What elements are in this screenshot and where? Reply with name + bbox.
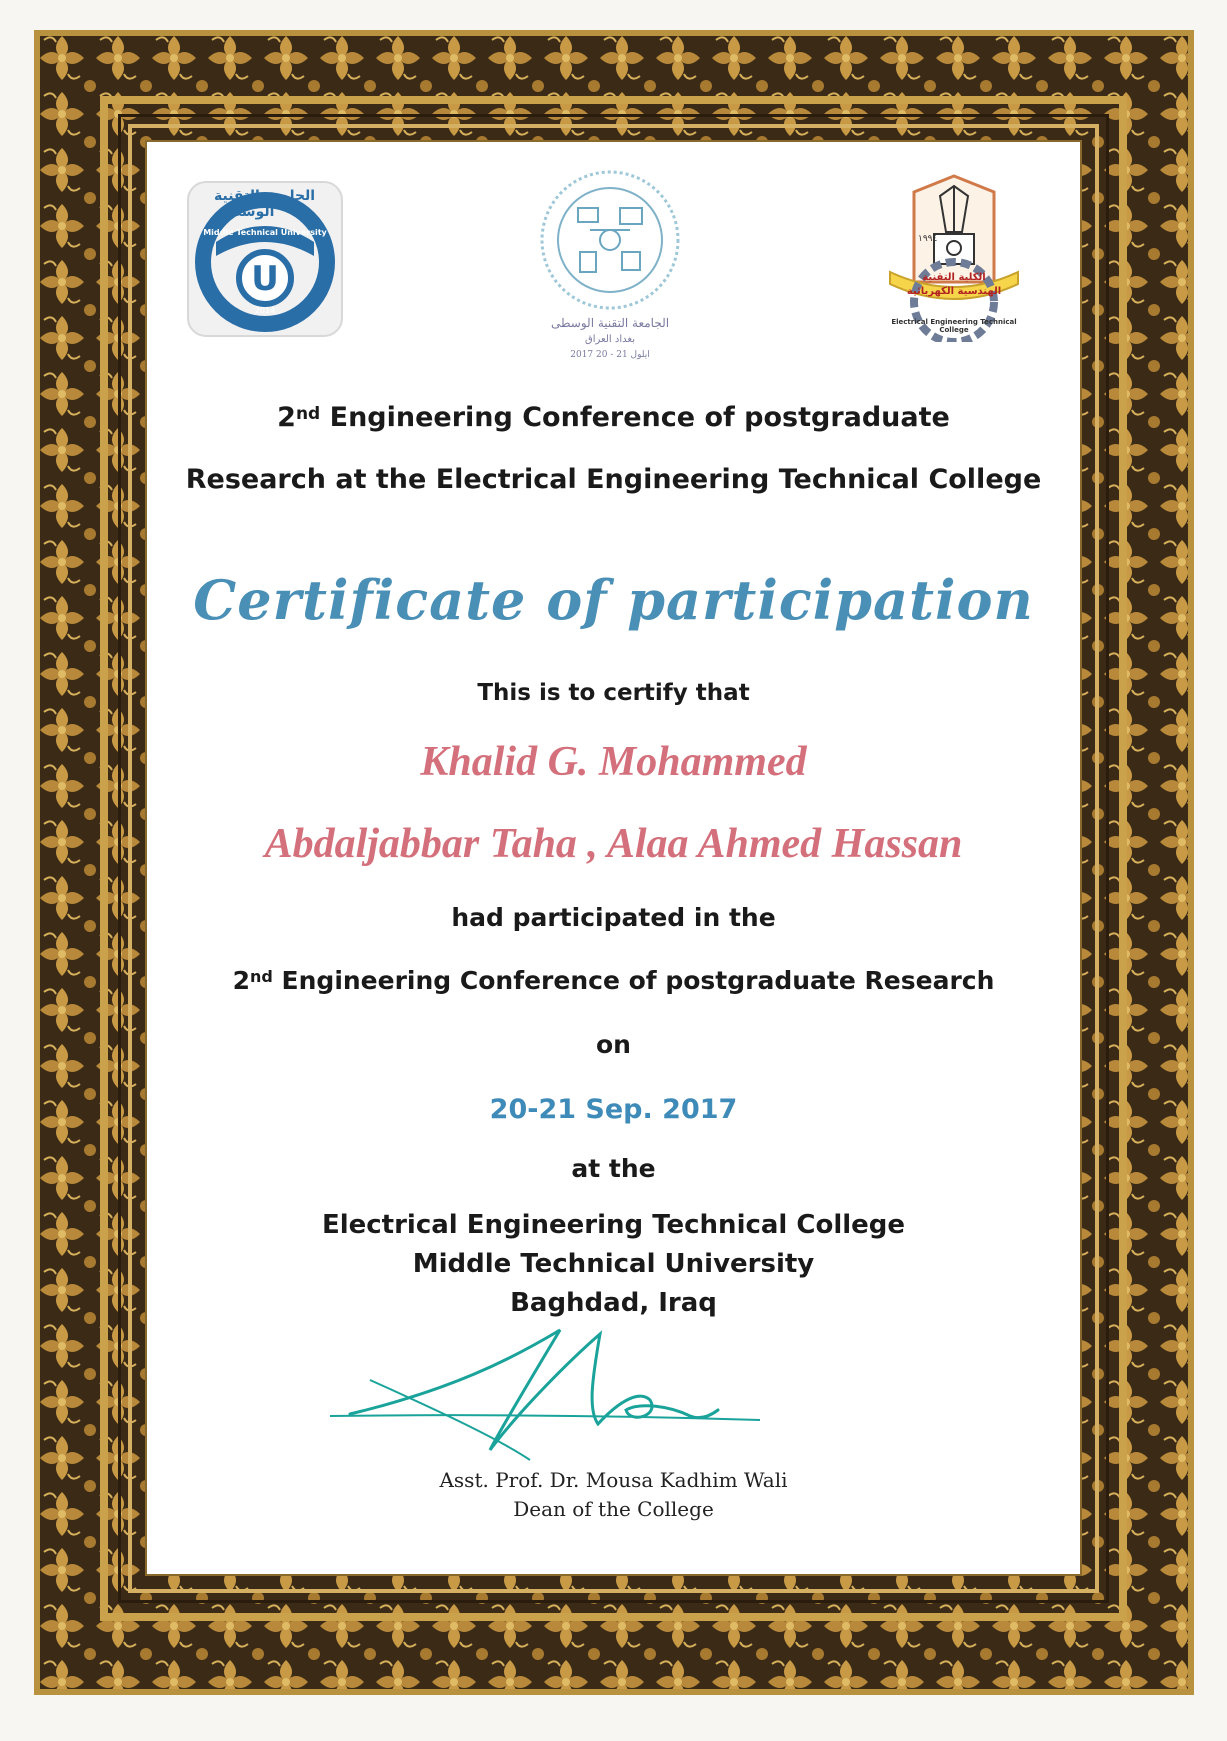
- conference-seal-city: بغداد العراق: [585, 334, 635, 345]
- conference-name: 2nd Engineering Conference of postgraduate Research: [232, 966, 995, 995]
- university-logo: [186, 180, 344, 338]
- certificate-title: Certificate of participation: [193, 568, 1034, 632]
- university-logo-hijri: ١٤٣٥: [254, 322, 276, 333]
- college-logo-year: ١٩٩٤: [918, 234, 938, 244]
- conference-heading-line2: Research at the Electrical Engineering Technical College: [185, 464, 1042, 495]
- college-logo: [870, 172, 1038, 342]
- at-text: at the: [571, 1154, 656, 1183]
- college-logo-text-ar1: الكلية التقنية: [922, 272, 986, 283]
- svg-text:U: U: [251, 259, 279, 299]
- certify-text: This is to certify that: [477, 680, 750, 706]
- signatory-name: Asst. Prof. Dr. Mousa Kadhim Wali: [439, 1468, 788, 1492]
- location-city: Baghdad, Iraq: [510, 1288, 717, 1318]
- on-text: on: [596, 1030, 631, 1059]
- conference-date: 20-21 Sep. 2017: [489, 1094, 738, 1125]
- location-university: Middle Technical University: [412, 1249, 815, 1279]
- university-logo-text-en: Middle Technical University: [203, 228, 327, 237]
- recipient-name-2: Abdaljabbar Taha , Alaa Ahmed Hassan: [264, 821, 963, 867]
- dean-signature: [330, 1320, 780, 1470]
- signatory-title: Dean of the College: [513, 1497, 714, 1521]
- participated-text: had participated in the: [451, 903, 776, 932]
- conference-seal-date: 2017 ايلول 21 - 20: [570, 350, 650, 360]
- location-college: Electrical Engineering Technical College: [321, 1210, 906, 1240]
- college-logo-text-ar2: الهندسية الكهربائية: [906, 286, 1002, 297]
- conference-heading-line1: 2nd Engineering Conference of postgraduate: [277, 402, 950, 433]
- college-logo-text-en: Electrical Engineering Technical College: [891, 318, 1017, 334]
- recipient-name-1: Khalid G. Mohammed: [420, 739, 807, 785]
- conference-seal: [530, 168, 690, 368]
- conference-seal-text-ar: الجامعة التقنية الوسطى: [550, 316, 670, 330]
- university-logo-year: 2014: [254, 306, 276, 315]
- university-logo-text-ar: الجامعة التقنية الوسطى: [214, 188, 316, 220]
